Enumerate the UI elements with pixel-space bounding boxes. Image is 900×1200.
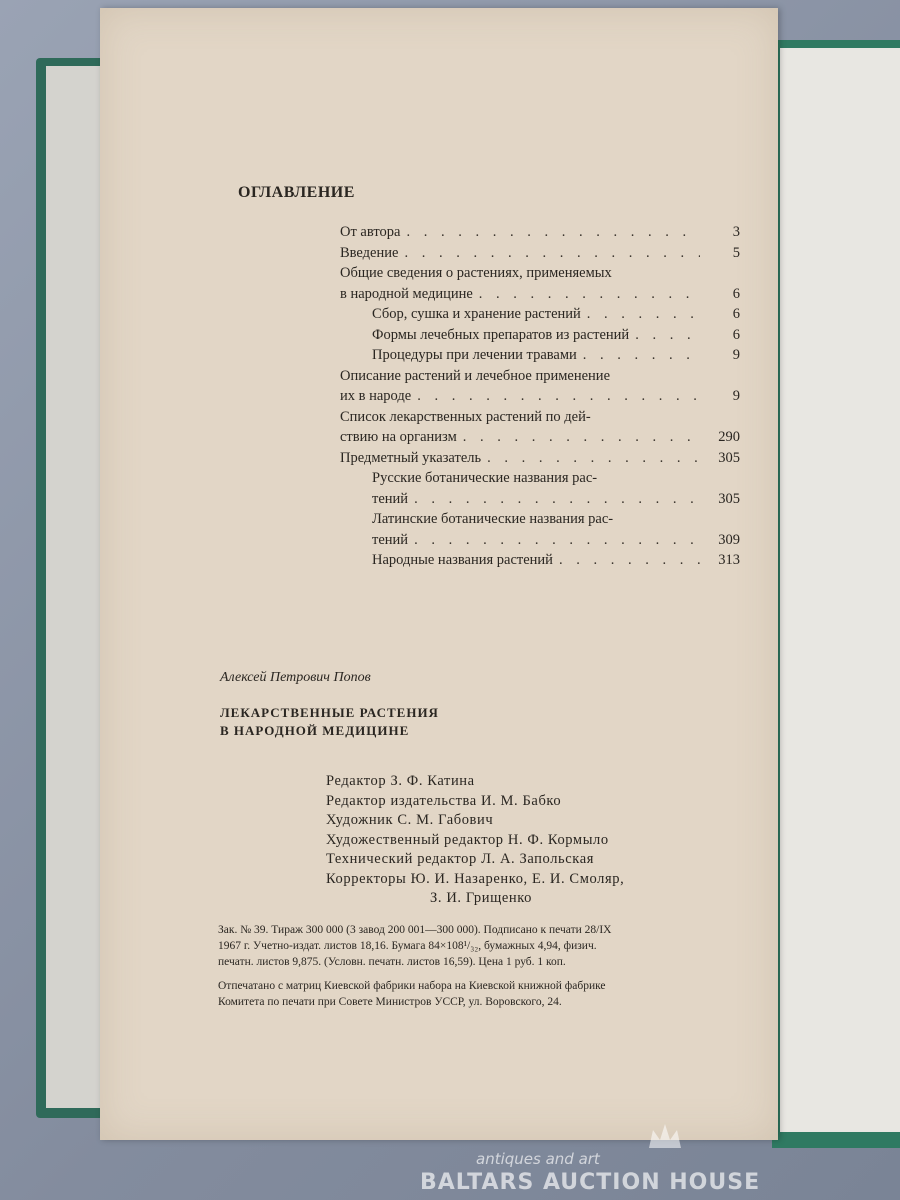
toc-entry-label: Список лекарственных растений по дей-: [340, 408, 591, 425]
book-page-right: [780, 48, 900, 1132]
toc-entry-line: [340, 427, 740, 448]
toc-entry: [340, 345, 740, 366]
toc-leader-dots: [463, 427, 700, 448]
toc-page-number: 3: [732, 224, 740, 240]
toc-leader-dots: [559, 550, 700, 571]
toc-entry: [340, 550, 740, 571]
toc-entry: [340, 468, 740, 509]
toc-entry: [340, 448, 740, 469]
toc-entry-label: тений: [372, 490, 409, 507]
watermark-brand: BALTARS AUCTION HOUSE: [420, 1170, 761, 1195]
book-page: [100, 8, 778, 1140]
toc-entry-line: [372, 345, 740, 366]
toc-entry-line: [340, 407, 740, 428]
toc-entry-line: [372, 550, 740, 571]
staff-line: Технический редактор Л. А. Запольская: [326, 851, 595, 867]
toc-entry: [340, 304, 740, 325]
toc-entry: [340, 263, 740, 304]
toc-entry-label: Латинские ботанические названия рас-: [372, 511, 614, 527]
toc-entry-label: Введение: [340, 244, 399, 261]
toc-entry-line: [372, 304, 740, 325]
toc-entry-label: в народной медицине: [340, 285, 473, 302]
toc-entry-label: От автора: [340, 224, 401, 240]
staff-line: Художественный редактор Н. Ф. Кормыло: [326, 831, 609, 848]
staff-line: Корректоры Ю. И. Назаренко, Е. И. Смоляр,: [326, 870, 625, 887]
toc-page-number: 305: [718, 490, 740, 507]
toc-leader-dots: [417, 386, 700, 407]
staff-line: Редактор издательства И. М. Бабко: [326, 792, 562, 809]
toc-page-number: 313: [718, 552, 740, 568]
toc-page-number: 309: [718, 531, 740, 548]
toc-entry-label: тений: [372, 531, 409, 548]
toc-entry-line: [340, 243, 740, 264]
staff-line: Художник С. М. Габович: [326, 812, 494, 828]
toc-entry-label: Процедуры при лечении травами: [372, 347, 577, 363]
toc-entry-label: Формы лечебных препаратов из растений: [372, 326, 630, 343]
watermark-tagline: antiques and art: [476, 1150, 600, 1168]
watermark: [420, 1150, 820, 1196]
toc-entry-label: Общие сведения о растениях, применяемых: [340, 265, 612, 281]
toc-page-number: 9: [732, 388, 740, 404]
toc-entry-line: [372, 325, 740, 346]
toc-entry-line: [340, 222, 740, 243]
toc-entry-line: [340, 386, 740, 407]
toc-leader-dots: [406, 222, 700, 243]
toc-leader-dots: [635, 325, 700, 346]
toc-page-number: 6: [732, 306, 740, 322]
toc-entry-label: Русские ботанические названия рас-: [372, 470, 598, 486]
printer-line: Комитета по печати при Совете Министров УССР, ул. Воровского, 24.: [218, 996, 562, 1008]
toc-entry-line: [340, 366, 740, 387]
toc-entry-label: Народные названия растений: [372, 552, 553, 568]
toc-entry: [340, 366, 740, 407]
printer-info: [218, 978, 758, 1010]
crown-icon: [645, 1122, 685, 1152]
toc-page-number: 9: [732, 347, 740, 363]
toc-leader-dots: [414, 489, 700, 510]
toc-entry: [340, 243, 740, 264]
toc-entry-label: Предметный указатель: [340, 449, 482, 466]
toc-leader-dots: [404, 243, 700, 264]
staff-line: З. И. Грищенко: [430, 890, 533, 906]
imprint-line: 1967 г. Учетно-издат. листов 18,16. Бумага 84×108¹/₃₂, бумажных 4,94, физич.: [218, 940, 597, 952]
toc-leader-dots: [487, 448, 700, 469]
toc-leader-dots: [583, 345, 700, 366]
toc-entry-label: Описание растений и лечебное применение: [340, 367, 610, 384]
toc-entry: [340, 407, 740, 448]
toc-entry-line: [372, 468, 740, 489]
book-title: [220, 704, 439, 740]
toc-entry-line: [372, 530, 740, 551]
toc-entry: [340, 222, 740, 243]
toc-page-number: 5: [732, 244, 740, 261]
staff-line: Редактор З. Ф. Катина: [326, 773, 475, 789]
toc-page-number: 290: [718, 429, 740, 445]
toc-page-number: 305: [718, 449, 740, 466]
table-of-contents: [340, 222, 740, 571]
imprint-line: Зак. № 39. Тираж 300 000 (3 завод 200 001—300 000). Подписано к печати 28/IX: [218, 924, 612, 936]
toc-page-number: 6: [732, 326, 740, 343]
toc-page-number: 6: [732, 285, 740, 302]
book-title-line-1: ЛЕКАРСТВЕННЫЕ РАСТЕНИЯ: [220, 705, 439, 720]
toc-leader-dots: [479, 284, 700, 305]
toc-entry-line: [340, 263, 740, 284]
toc-entry-label: Сбор, сушка и хранение растений: [372, 306, 581, 322]
editorial-staff: [326, 772, 624, 909]
toc-entry-line: [372, 509, 740, 530]
printer-line: Отпечатано с матриц Киевской фабрики набора на Киевской книжной фабрике: [218, 980, 606, 992]
toc-leader-dots: [414, 530, 700, 551]
imprint-info: [218, 922, 758, 970]
imprint-line: печатн. листов 9,875. (Условн. печатн. листов 16,59). Цена 1 руб. 1 коп.: [218, 956, 566, 968]
toc-entry-label: их в народе: [340, 388, 412, 404]
toc-leader-dots: [587, 304, 700, 325]
toc-entry-line: [340, 284, 740, 305]
toc-entry-line: [372, 489, 740, 510]
book-author: Алексей Петрович Попов: [220, 670, 371, 685]
toc-entry: [340, 325, 740, 346]
toc-entry-label: ствию на организм: [340, 429, 457, 445]
toc-entry: [340, 509, 740, 550]
toc-entry-line: [340, 448, 740, 469]
toc-title: ОГЛАВЛЕНИЕ: [238, 184, 355, 201]
book-title-line-2: В НАРОДНОЙ МЕДИЦИНЕ: [220, 723, 410, 738]
